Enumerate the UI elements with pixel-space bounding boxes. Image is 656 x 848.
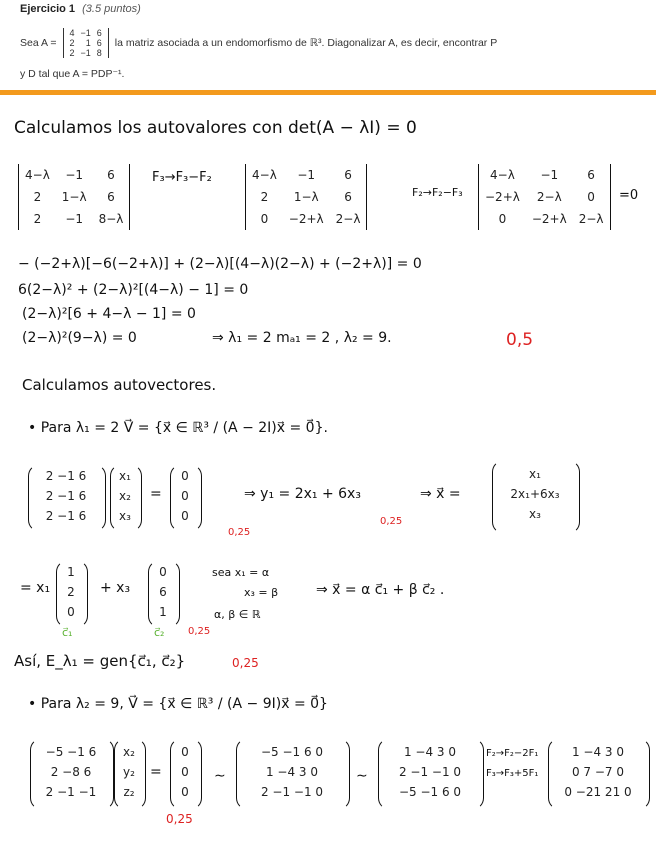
eigenvalues-result: ⇒ λ₁ = 2 mₐ₁ = 2 , λ₂ = 9. xyxy=(212,330,392,346)
matrix-a-cell: −1 xyxy=(80,28,91,38)
xsol-row: x₃ xyxy=(529,507,541,521)
zero-vector-2-values xyxy=(172,742,198,802)
det1-cell: 2 xyxy=(33,190,42,204)
algebra-line-3: (2−λ)²[6 + 4−λ − 1] = 0 xyxy=(22,306,196,322)
matrix-A-9I-values xyxy=(34,742,108,802)
matrix-a-cell: 6 xyxy=(96,28,102,38)
xsol-row: x₁ xyxy=(529,467,541,481)
vvec-row: y₂ xyxy=(123,765,135,779)
statement-line2: y D tal que A = PDP⁻¹. xyxy=(20,68,125,80)
zero-vector-values xyxy=(172,466,198,526)
augmented-matrix-2-values xyxy=(382,742,478,802)
zvec-row: 0 xyxy=(181,469,189,483)
zvec-row: 0 xyxy=(181,489,189,503)
m9-row: 2 −1 −1 xyxy=(45,785,97,799)
accent-divider xyxy=(0,90,656,95)
equals-sign: = xyxy=(150,486,162,502)
algebra-line-2: 6(2−λ)² + (2−λ)²[(4−λ) − 1] = 0 xyxy=(18,282,249,298)
det1-cell: −1 xyxy=(65,212,84,226)
c1-row: 0 xyxy=(67,605,75,619)
case-lambda1: • Para λ₁ = 2 V⃗ = {x⃗ ∈ ℝ³ / (A − 2I)x⃗ = 0⃗}. xyxy=(28,420,328,436)
combination-result: ⇒ x⃗ = α c⃗₁ + β c⃗₂ . xyxy=(316,582,445,598)
aug3-row: 0 7 −7 0 xyxy=(571,765,625,779)
aug3-row: 1 −4 3 0 xyxy=(571,745,625,759)
det2-cell: 4−λ xyxy=(252,168,277,182)
m9-row: 2 −8 6 xyxy=(50,765,92,779)
param-beta: x₃ = β xyxy=(244,586,279,599)
det3-cell: 2−λ xyxy=(536,190,562,204)
aug1-row: 2 −1 −1 0 xyxy=(260,785,324,799)
c1-row: 2 xyxy=(67,585,75,599)
param-alpha: sea x₁ = α xyxy=(212,566,270,579)
xvec-row: x₃ xyxy=(119,509,131,523)
solution-vector-values xyxy=(494,464,576,524)
matrix-a xyxy=(63,28,109,58)
combination-prefix: = x₁ xyxy=(20,580,51,596)
det3-cell: −2+λ xyxy=(485,190,520,204)
xvec-row: x₂ xyxy=(119,489,131,503)
det3-cell: 0 xyxy=(498,212,507,226)
xvec-row: x₁ xyxy=(119,469,131,483)
det2-cell: 0 xyxy=(260,212,269,226)
det1-cell: 6 xyxy=(107,190,115,204)
det1-cell: 4−λ xyxy=(25,168,50,182)
vector-v-values xyxy=(116,742,142,802)
tilde-1: ∼ xyxy=(214,768,226,784)
matrix-a-cell: 4 xyxy=(69,28,75,38)
matrix-a-cell: 8 xyxy=(96,48,102,58)
zvec2-row: 0 xyxy=(181,785,189,799)
vvec-row: z₂ xyxy=(123,785,135,799)
xsol-row: 2x₁+6x₃ xyxy=(510,487,560,501)
aug2-row: −5 −1 6 0 xyxy=(398,785,462,799)
det2-cell: 2−λ xyxy=(335,212,361,226)
exercise-points: (3.5 puntos) xyxy=(82,3,141,15)
det-matrix-3 xyxy=(478,164,611,230)
det2-cell: 6 xyxy=(344,168,352,182)
eigenspace-1: Así, E_λ₁ = gen{c⃗₁, c⃗₂} xyxy=(14,652,186,670)
vector-c1-values xyxy=(58,562,84,622)
aug1-row: 1 −4 3 0 xyxy=(265,765,319,779)
det1-cell: −1 xyxy=(65,168,84,182)
implies-x: ⇒ x⃗ = xyxy=(420,486,461,502)
equation-y1: ⇒ y₁ = 2x₁ + 6x₃ xyxy=(244,486,361,502)
c1-row: 1 xyxy=(67,565,75,579)
row-op-1: F₃→F₃−F₂ xyxy=(152,170,212,185)
matrix-a-cell: −1 xyxy=(80,48,91,58)
det2-cell: −2+λ xyxy=(288,212,324,226)
equals-sign-2: = xyxy=(150,764,162,780)
det3-cell: 0 xyxy=(587,190,595,204)
det1-cell: 8−λ xyxy=(98,212,124,226)
matrix-a-cell: 2 xyxy=(69,48,75,58)
heading-autovalores: Calculamos los autovalores con det(A − λI) = 0 xyxy=(14,118,417,138)
score-system: 0,25 xyxy=(228,527,251,538)
heading-autovectores: Calculamos autovectores. xyxy=(22,376,217,394)
m9-row: −5 −1 6 xyxy=(45,745,97,759)
row-op-3a: F₂→F₂−2F₁ xyxy=(486,748,539,759)
augmented-matrix-1-values xyxy=(240,742,344,802)
det-matrix-2 xyxy=(245,164,367,230)
score-system-2: 0,25 xyxy=(166,812,193,826)
det-matrix-1 xyxy=(18,164,130,230)
aug3-row: 0 −21 21 0 xyxy=(564,785,632,799)
zvec-row: 0 xyxy=(181,509,189,523)
det2-cell: 6 xyxy=(344,190,352,204)
det2-cell: −1 xyxy=(297,168,316,182)
det2-cell: 1−λ xyxy=(293,190,319,204)
label-c1: c⃗₁ xyxy=(62,626,73,639)
det3-cell: −1 xyxy=(540,168,559,182)
c2-row: 0 xyxy=(159,565,167,579)
m2-row: 2 −1 6 xyxy=(45,489,87,503)
aug2-row: 1 −4 3 0 xyxy=(403,745,457,759)
zvec2-row: 0 xyxy=(181,745,189,759)
score-eigenvalues: 0,5 xyxy=(506,330,534,350)
m2-row: 2 −1 6 xyxy=(45,509,87,523)
vector-c2-values xyxy=(150,562,176,622)
vector-x-values xyxy=(112,466,138,526)
det3-cell: 6 xyxy=(587,168,595,182)
exercise-statement xyxy=(20,28,497,58)
algebra-line-4: (2−λ)²(9−λ) = 0 xyxy=(22,330,137,346)
det2-cell: 2 xyxy=(260,190,269,204)
label-c2: c⃗₂ xyxy=(154,626,165,639)
m2-row: 2 −1 6 xyxy=(45,469,87,483)
zvec2-row: 0 xyxy=(181,765,189,779)
det1-cell: 1−λ xyxy=(61,190,87,204)
c2-row: 6 xyxy=(159,585,167,599)
c2-row: 1 xyxy=(159,605,167,619)
equals-zero: =0 xyxy=(619,188,639,203)
score-basis: 0,25 xyxy=(188,626,211,637)
exercise-header xyxy=(0,0,656,90)
aug2-row: 2 −1 −1 0 xyxy=(398,765,462,779)
statement-prefix: Sea A = xyxy=(20,37,57,49)
det3-cell: −2+λ xyxy=(531,212,567,226)
aug1-row: −5 −1 6 0 xyxy=(260,745,324,759)
exercise-title xyxy=(20,3,141,15)
augmented-matrix-3-values xyxy=(552,742,644,802)
row-op-2: F₂→F₂−F₃ xyxy=(412,186,463,199)
vvec-row: x₂ xyxy=(123,745,135,759)
plus-x3: + x₃ xyxy=(100,580,131,596)
det1-cell: 2 xyxy=(33,212,42,226)
matrix-A-2I-values xyxy=(34,466,98,526)
case-lambda2: • Para λ₂ = 9, V⃗ = {x⃗ ∈ ℝ³ / (A − 9I)x⃗ = 0⃗} xyxy=(28,696,328,712)
score-eigenspace: 0,25 xyxy=(232,656,259,670)
det3-cell: 4−λ xyxy=(490,168,515,182)
det1-cell: 6 xyxy=(107,168,115,182)
tilde-2: ∼ xyxy=(356,768,368,784)
matrix-a-cell: 6 xyxy=(96,38,102,48)
param-domain: α, β ∈ ℝ xyxy=(214,608,261,621)
statement-suffix: la matriz asociada a un endomorfismo de ℝ³. Diagonalizar A, es decir, encontrar P xyxy=(114,37,498,49)
det3-cell: 2−λ xyxy=(578,212,604,226)
algebra-line-1: − (−2+λ)[−6(−2+λ)] + (2−λ)[(4−λ)(2−λ) + (−2+λ)] = 0 xyxy=(18,256,422,272)
matrix-a-cell: 2 xyxy=(69,38,75,48)
matrix-a-cell: 1 xyxy=(85,38,91,48)
row-op-3b: F₃→F₃+5F₁ xyxy=(486,768,539,779)
score-equation: 0,25 xyxy=(380,516,403,527)
exercise-label: Ejercicio 1 xyxy=(20,3,76,15)
